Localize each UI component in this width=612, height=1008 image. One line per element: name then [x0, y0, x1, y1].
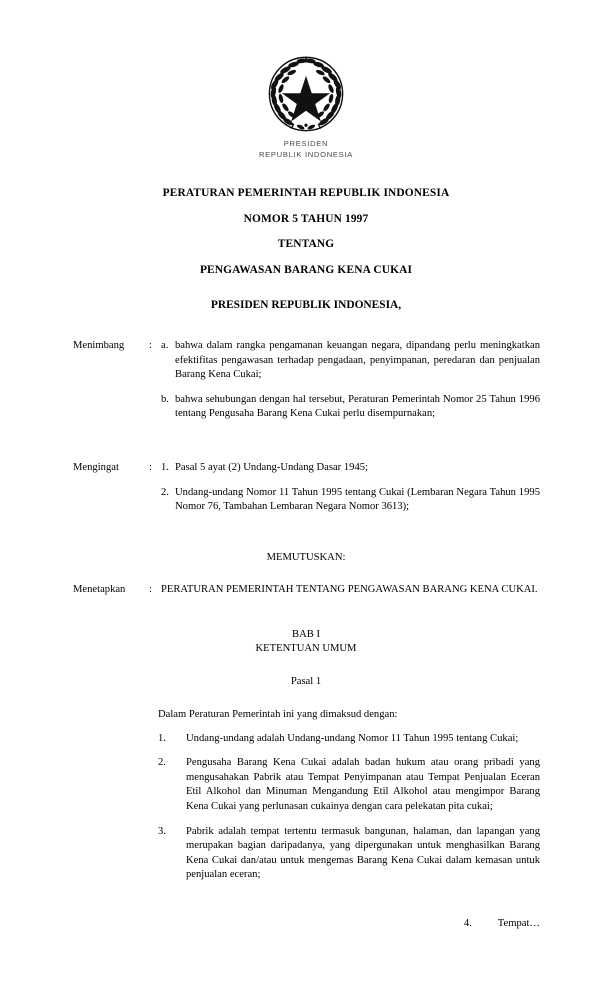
regulation-subject: PENGAWASAN BARANG KENA CUKAI [199, 263, 413, 276]
list-item [158, 756, 540, 814]
item-text: Undang-undang Nomor 11 Tahun 1995 tentang Cukai (Lembaran Negara Tahun 1995 Nomor 76, Tambahan Lembaran Negara Nomor 3613); [175, 486, 540, 513]
presidential-emblem-block [0, 52, 612, 160]
menetapkan-body [161, 583, 540, 598]
emblem-caption [0, 139, 612, 160]
item-text: Pasal 5 ayat (2) Undang-Undang Dasar 1945; [175, 462, 368, 473]
pasal-lead-text: Dalam Peraturan Pemerintah ini yang dimaksud dengan: [158, 709, 398, 720]
issuer-heading: PRESIDEN REPUBLIK INDONESIA, [210, 299, 402, 311]
mengingat-colon: : [149, 462, 152, 473]
catchword-text: Tempat… [497, 918, 540, 929]
menimbang-items [161, 339, 540, 422]
emblem-caption-line1: PRESIDEN [283, 139, 329, 148]
pasal-definition-list [158, 732, 540, 883]
pasal-body [158, 708, 540, 883]
item-marker: a. [161, 340, 169, 351]
list-item [161, 486, 540, 515]
item-marker: 1. [161, 462, 169, 473]
item-text: Pabrik adalah tempat tertentu termasuk bangunan, halaman, dan lapangan yang merupakan bagian daripadanya, yang dipergunakan untuk menghasilkan Barang Kena Cukai dan/atau untuk mengemas Barang Kena Cukai dalam kemasan untuk penjualan eceran; [186, 825, 540, 881]
mengingat-items [161, 461, 540, 515]
list-item [158, 825, 540, 883]
clause-mengingat [73, 461, 540, 515]
clause-menetapkan [73, 583, 540, 598]
clause-menimbang [73, 339, 540, 422]
item-text: Pengusaha Barang Kena Cukai adalah badan hukum atau orang pribadi yang mengusahakan Pabrik atau Tempat Penyimpanan atau Tempat Penjualan Eceran Etil Alkohol dan Minuman Mengandung Etil Alkohol atau mengimpor Barang Kena Cukai yang perlunasan cukainya dengan cara pelekatan pita cukai; [186, 757, 540, 812]
item-marker: 2. [158, 757, 166, 769]
page-catchword [158, 917, 540, 932]
item-marker: 3. [158, 825, 166, 837]
indonesia-presidential-seal-icon [261, 52, 351, 136]
title-tentang-label: TENTANG [277, 238, 335, 250]
catchword-marker: 4. [463, 918, 472, 929]
document-title-block [0, 181, 612, 283]
item-text: bahwa dalam rangka pengamanan keuangan negara, dipandang perlu meningkatkan efektifitas pengawasan terhadap pengadaan, penyimpanan, peredaran dan penjualan Barang Kena Cukai; [175, 340, 540, 381]
list-item [158, 732, 540, 747]
item-marker: 2. [161, 486, 169, 498]
mengingat-label: Mengingat [73, 462, 119, 473]
list-item [161, 339, 540, 383]
memutuskan-heading: MEMUTUSKAN: [266, 552, 346, 563]
item-marker: b. [161, 393, 169, 405]
item-text: bahwa sehubungan dengan hal tersebut, Peraturan Pemerintah Nomor 25 Tahun 1996 tentang Pengusaha Barang Kena Cukai perlu disempurnakan; [175, 393, 540, 420]
pasal-heading: Pasal 1 [290, 676, 322, 687]
list-item [161, 393, 540, 422]
menetapkan-label: Menetapkan [73, 584, 126, 595]
bab-title: KETENTUAN UMUM [255, 643, 357, 654]
emblem-caption-line2: REPUBLIK INDONESIA [258, 149, 354, 159]
page-title: PERATURAN PEMERINTAH REPUBLIK INDONESIA [162, 187, 450, 199]
bab-number: BAB I [292, 629, 320, 640]
menetapkan-text: PERATURAN PEMERINTAH TENTANG PENGAWASAN BARANG KENA CUKAI. [161, 584, 538, 595]
item-text: Undang-undang adalah Undang-undang Nomor 11 Tahun 1995 tentang Cukai; [186, 732, 519, 744]
regulation-number: NOMOR 5 TAHUN 1997 [243, 212, 369, 225]
menetapkan-colon: : [149, 584, 152, 595]
menimbang-label: Menimbang [73, 340, 125, 351]
item-marker: 1. [158, 732, 166, 744]
list-item [161, 461, 540, 476]
menimbang-colon: : [149, 340, 152, 351]
